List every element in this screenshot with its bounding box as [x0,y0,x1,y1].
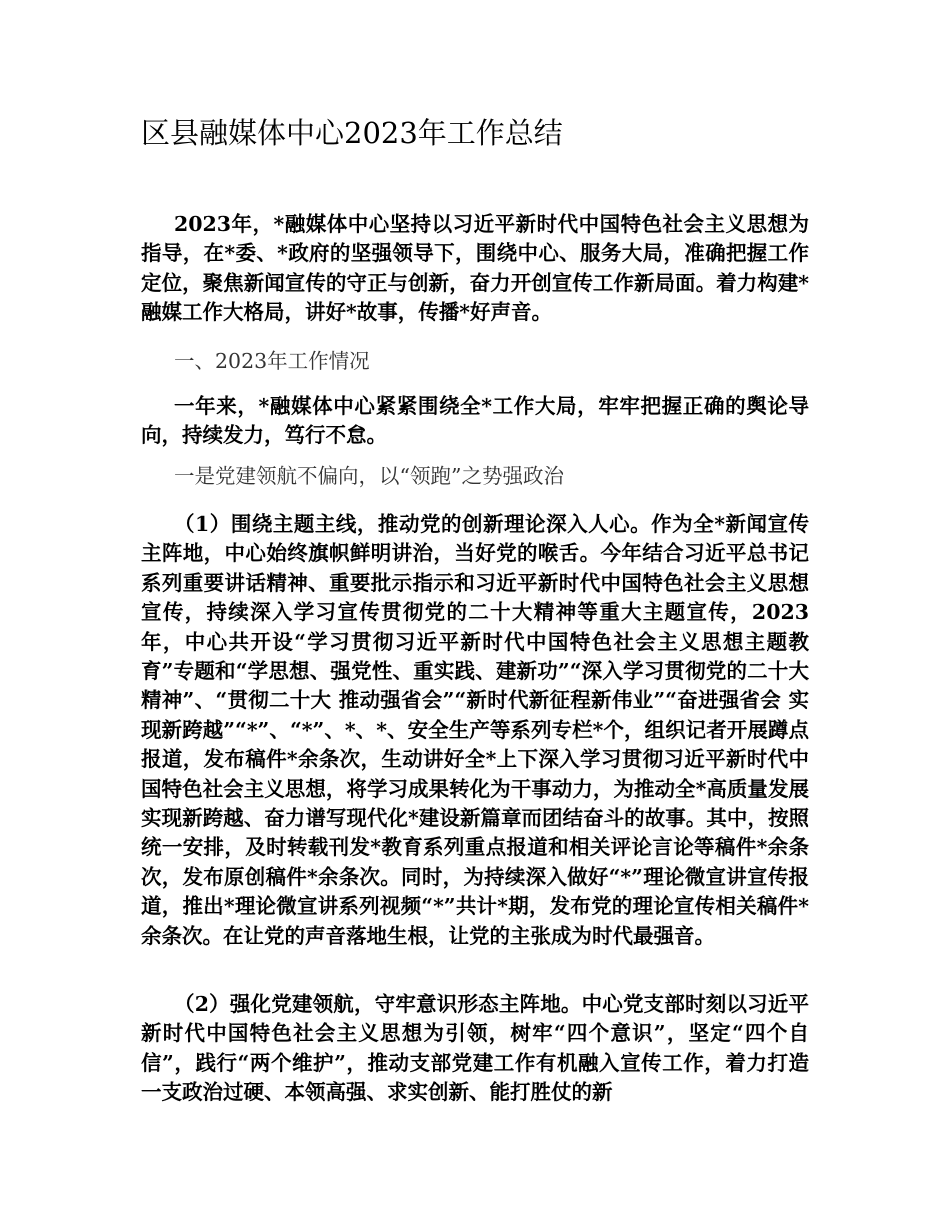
item-paragraph-2: （2）强化党建领航，守牢意识形态主阵地。中心党支部时刻以习近平新时代中国特色社会主义思想为引领，树牢“四个意识”，坚定“四个自信”，践行“两个维护”，推动支部党建工作有机融入宣传工作，着力打造一支政治过硬、本领高强、求实创新、能打胜仗的新 [141,992,809,1105]
intro-paragraph: 2023年，*融媒体中心坚持以习近平新时代中国特色社会主义思想为指导，在*委、*政府的坚强领导下，围绕中心、服务大局，准确把握工作定位，聚焦新闻宣传的守正与创新，奋力开创宣传工作新局面。着力构建*融媒工作大格局，讲好*故事，传播*好声音。 [141,212,809,325]
document-title: 区县融媒体中心2023年工作总结 [141,116,563,150]
section-heading: 一、2023年工作情况 [174,349,370,373]
overview-paragraph: 一年来，*融媒体中心紧紧围绕全*工作大局，牢牢把握正确的舆论导向，持续发力，笃行不怠。 [141,394,809,448]
subsection-heading: 一是党建领航不偏向，以“领跑”之势强政治 [174,464,564,488]
item-paragraph-1: （1）围绕主题主线，推动党的创新理论深入人心。作为全*新闻宣传主阵地，中心始终旗帜鲜明讲治，当好党的喉舌。今年结合习近平总书记系列重要讲话精神、重要批示指示和习近平新时代中国特色社会主义思想宣传，持续深入学习宣传贯彻党的二十大精神等重大主题宣传，2023年，中心共开设“学习贯彻习近平新时代中国特色社会主义思想主题教育”专题和“学思想、强党性、重实践、建新功”“深入学习贯彻党的二十大精神”、“贯彻二十大 推动强省会”“新时代新征程新伟业”“奋进强省会 实现新跨越”“*”、“*”、*、*、安全生产等系列专栏*个，组织记者开展蹲点报道，发布稿件*余条次，生动讲好全*上下深入学习贯彻习近平新时代中国特色社会主义思想，将学习成果转化为干事动力，为推动全*高质量发展实现新跨越、奋力谱写现代化*建设新篇章而团结奋斗的故事。其中，按照统一安排，及时转载刊发*教育系列重点报道和相关评论言论等稿件*余条次，发布原创稿件*余条次。同时，为持续深入做好“*”理论微宣讲宣传报道，推出*理论微宣讲系列视频“*”共计*期，发布党的理论宣传相关稿件*余条次。在让党的声音落地生根，让党的主张成为时代最强音。 [141,512,809,948]
